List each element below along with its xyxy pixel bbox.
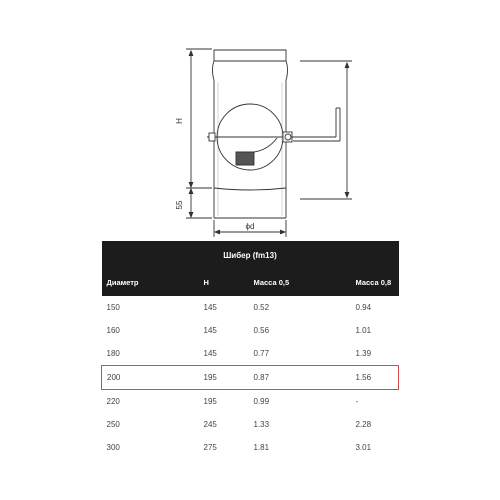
cell-diameter: 200 [102, 366, 199, 390]
cell-diameter: 250 [106, 420, 120, 429]
cell-mass-08: 1.39 [355, 349, 372, 358]
damper-handle [293, 108, 340, 141]
table-row [102, 342, 399, 366]
damper-spec-table [101, 241, 399, 459]
cell-mass-08: - [355, 397, 359, 406]
cell-mass-05: 0.56 [253, 326, 270, 335]
pipe-body [213, 50, 288, 218]
cell-mass-05: 1.81 [253, 443, 270, 452]
cell-diameter: 150 [106, 303, 120, 312]
cell-h: 245 [203, 420, 217, 429]
cell-mass-05: 0.99 [253, 397, 270, 406]
header-diameter: Диаметр [102, 269, 199, 296]
cell-h: 145 [203, 303, 217, 312]
damper-shaft [207, 132, 293, 142]
cell-diameter: 180 [106, 349, 120, 358]
cell-h: 275 [203, 443, 217, 452]
cell-mass-08: 1.56 [351, 366, 399, 390]
cell-diameter: 300 [106, 443, 120, 452]
dimension-diameter-label: ϕd [245, 222, 255, 231]
cell-mass-08: 3.01 [355, 443, 372, 452]
cell-mass-08: 1.01 [355, 326, 372, 335]
table-header-row [102, 269, 399, 296]
dimension-h-label: H [175, 118, 184, 124]
damper-technical-drawing [0, 0, 500, 240]
cell-h: 145 [203, 349, 217, 358]
cell-mass-08: 0.94 [355, 303, 372, 312]
dimension-55 [186, 189, 212, 218]
header-mass-05: Масса 0,5 [249, 269, 351, 296]
table-row-highlighted [102, 366, 399, 390]
cell-diameter: 160 [106, 326, 120, 335]
cell-mass-08: 2.28 [355, 420, 372, 429]
cell-h: 195 [199, 366, 249, 390]
cell-mass-05: 0.52 [253, 303, 270, 312]
dimension-h [186, 49, 212, 188]
cell-mass-05: 0.77 [253, 349, 270, 358]
table-row [102, 319, 399, 342]
table-row [102, 413, 399, 436]
cell-mass-05: 1.33 [253, 420, 270, 429]
cell-mass-05: 0.87 [249, 366, 351, 390]
cell-diameter: 220 [106, 397, 120, 406]
header-mass-08: Масса 0,8 [351, 269, 399, 296]
table-row [102, 390, 399, 414]
cell-h: 195 [203, 397, 217, 406]
table-title: Шибер (fm13) [102, 241, 399, 269]
cell-h: 145 [203, 326, 217, 335]
dimension-55-label: 55 [175, 200, 184, 210]
header-h: H [199, 269, 249, 296]
table-row [102, 436, 399, 459]
dimension-right [300, 61, 352, 199]
table-row [102, 296, 399, 319]
